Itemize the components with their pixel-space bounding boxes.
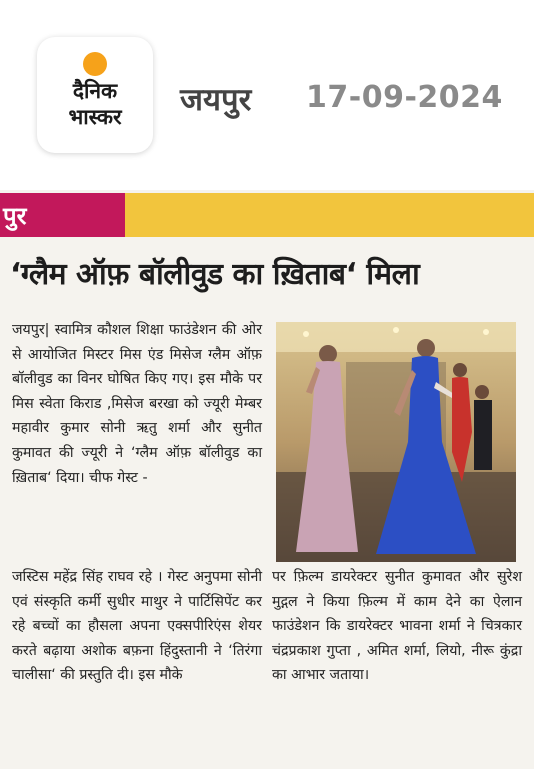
- sun-icon: [83, 52, 107, 76]
- article-column-left: जस्टिस महेंद्र सिंह राघव रहे । गेस्ट अनुपमा सोनी एवं संस्कृति कर्मी सुधीर माथुर ने पार्टिसिपेंट कर रहे बच्चों का हौसला अपना एक्सपीरिएंस शेयर करते बढ़ाया अशोक बफ़ना हिंदुस्तानी ने ‘तिरंगा चालीसा‘ की प्रस्तुति दी। इस मौके: [12, 569, 262, 684]
- section-band-yellow: [125, 193, 534, 237]
- article-headline: ‘ग्लैम ऑफ़ बॉलीवुड का ख़िताब‘ मिला: [10, 257, 420, 292]
- edition-date: 17-09-2024: [306, 80, 503, 115]
- logo-text-line1: दैनिक: [72, 79, 118, 103]
- event-photo: [276, 322, 516, 562]
- article-column-right: पर फ़िल्म डायरेक्टर सुनीत कुमावत और सुरेश मुद्गल ने किया फ़िल्म में काम देने का ऐलान फाउंडेशन कि डायरेक्टर भावना शर्मा ने चित्रकार चंद्रप्रकाश गुप्ता , अमित शर्मा, लियो, नीरू कुंद्रा का आभार जताया।: [272, 569, 522, 684]
- edition-city: जयपुर: [180, 82, 252, 118]
- article-lead-paragraph: जयपुर| स्वामित्र कौशल शिक्षा फाउंडेशन की ओर से आयोजित मिस्टर मिस एंड मिसेज ग्लैम ऑफ़ बॉलीवुड का विनर घोषित किए गए। इस मौके पर मिस स्वेता किराड ,मिसेज बरखा को ज्यूरी मेम्बर महावीर कुमार सोनी ऋतु शर्मा और सुनीत कुमावत की ज्यूरी ने ‘ग्लैम ऑफ़ बॉलीवुड का ख़िताब‘ दिया। चीफ गेस्ट -: [12, 322, 262, 486]
- logo-text-line2: भास्कर: [68, 105, 122, 129]
- section-band: [0, 193, 534, 237]
- clip-header: [0, 0, 534, 190]
- dainik-bhaskar-logo: [37, 37, 153, 153]
- newspaper-clipping: [0, 190, 534, 769]
- section-label: पुर: [3, 202, 27, 230]
- fashion-show-photo: [276, 322, 516, 562]
